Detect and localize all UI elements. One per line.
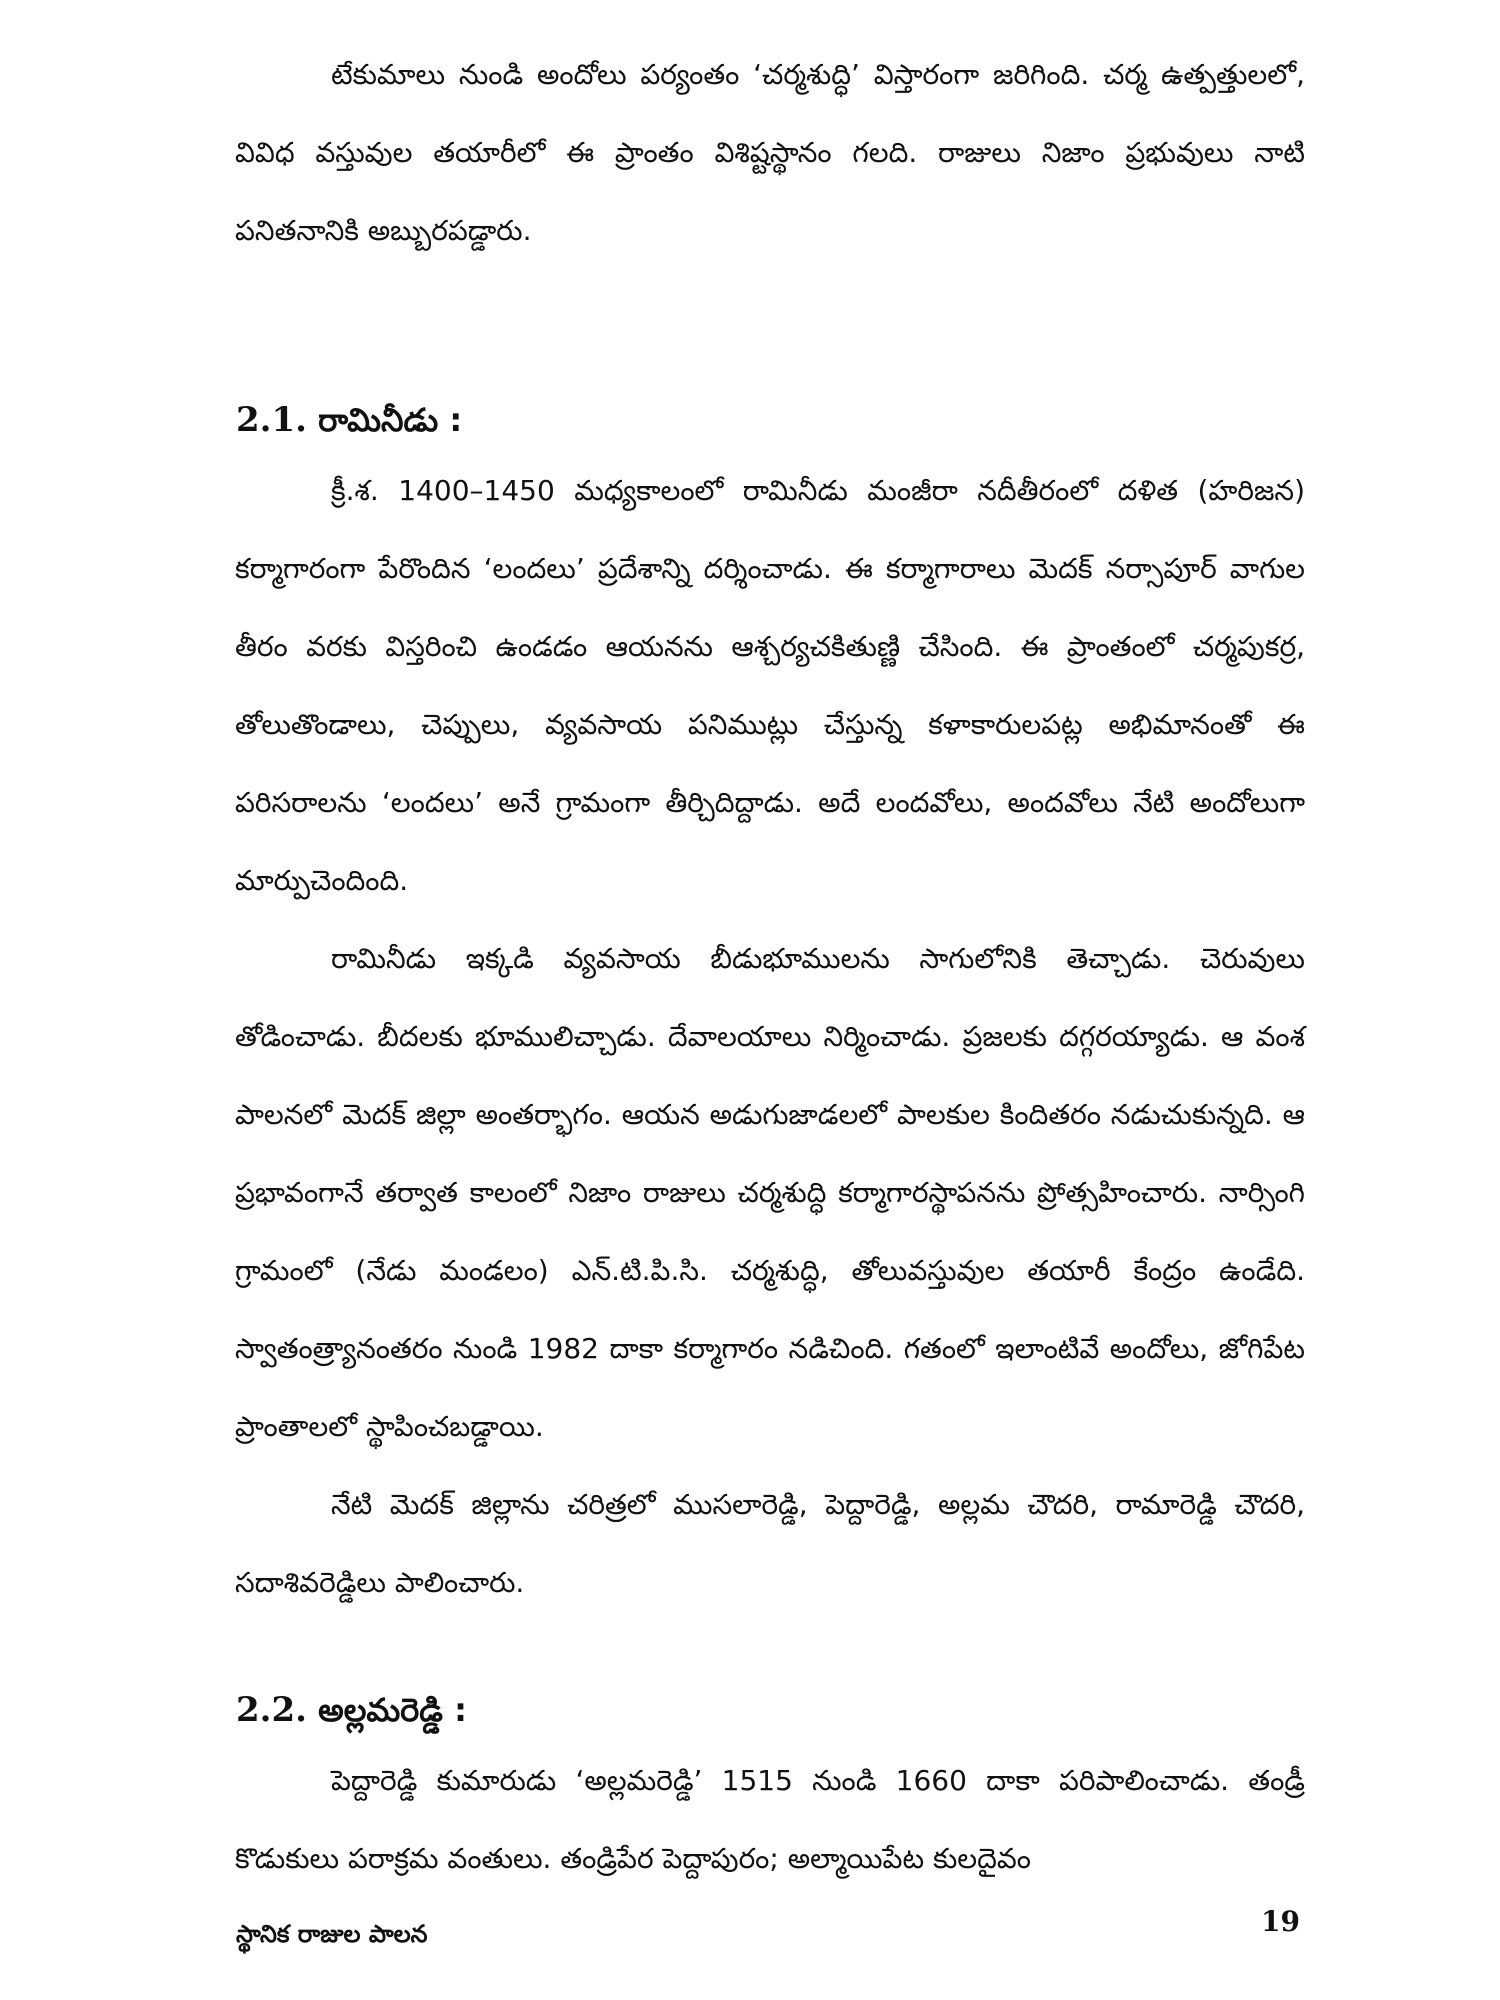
section-2-2-body [235,1742,1305,1898]
paragraph: క్రీ.శ. 1400–1450 మధ్యకాలంలో రామినీడు మంజీరా నదీతీరంలో దళిత (హరిజన) కర్మాగారంగా పేరొందిన ‘లందలు’ ప్రదేశాన్ని దర్శించాడు. ఈ కర్మాగారాలు మెదక్ నర్సాపూర్ వాగుల తీరం వరకు విస్తరించి ఉండడం ఆయనను ఆశ్చర్యచకితుణ్ణి చేసింది. ఈ ప్రాంతంలో చర్మపుకర్ర, తోలుతొండాలు, చెప్పులు, వ్యవసాయ పనిముట్లు చేస్తున్న కళాకారులపట్ల అభిమానంతో ఈ పరిసరాలను ‘లందలు’ అనే గ్రామంగా తీర్చిదిద్దాడు. అదే లందవోలు, అందవోలు నేటి అందోలుగా మార్పుచెందింది. [235,474,1305,897]
section-number: 2.1. [236,400,307,440]
paragraph: నేటి మెదక్ జిల్లాను చరిత్రలో ముసలారెడ్డి, పెద్దారెడ్డి, అల్లమ చౌదరి, రామారెడ్డి చౌదరి, సదాశివరెడ్డిలు పాలించారు. [235,1488,1305,1599]
paragraph: రామినీడు ఇక్కడి వ్యవసాయ బీడుభూములను సాగులోనికి తెచ్చాడు. చెరువులు తోడించాడు. బీదలకు భూములిచ్చాడు. దేవాలయాలు నిర్మించాడు. ప్రజలకు దగ్గరయ్యాడు. ఆ వంశ పాలనలో మెదక్ జిల్లా అంతర్భాగం. ఆయన అడుగుజాడలలో పాలకుల కిందితరం నడుచుకున్నది. ఆ ప్రభావంగానే తర్వాత కాలంలో నిజాం రాజులు చర్మశుద్ధి కర్మాగారస్థాపనను ప్రోత్సహించారు. నార్సింగి గ్రామంలో (నేడు మండలం) ఎన్.టి.పి.సి. చర్మశుద్ధి, తోలువస్తువుల తయారీ కేంద్రం ఉండేది. స్వాతంత్ర్యానంతరం నుండి 1982 దాకా కర్మాగారం నడిచింది. గతంలో ఇలాంటివే అందోలు, జోగిపేట ప్రాంతాలలో స్థాపించబడ్డాయి. [235,942,1305,1443]
intro-paragraph: టేకుమాలు నుండి అందోలు పర్యంతం ‘చర్మశుద్ధి’ విస్తారంగా జరిగింది. చర్మ ఉత్పత్తులలో, వివిధ వస్తువుల తయారీలో ఈ ప్రాంతం విశిష్టస్థానం గలది. రాజులు నిజాం ప్రభువులు నాటి పనితనానికి అబ్బురపడ్డారు. [235,58,1305,247]
section-number: 2.2. [236,1690,307,1730]
page-number: 19 [1261,1905,1300,1938]
running-footer-title: స్థానిక రాజుల పాలన [236,1920,428,1948]
section-heading-2-2 [236,1690,467,1730]
paragraph: పెద్దారెడ్డి కుమారుడు ‘అల్లమరెడ్డి’ 1515 నుండి 1660 దాకా పరిపాలించాడు. తండ్రీ కొడుకులు పరాక్రమ వంతులు. తండ్రిపేర పెద్దాపురం; అల్మాయిపేట కులదైవం [235,1764,1305,1875]
section-2-1-body [235,452,1305,1622]
intro-block [235,36,1305,270]
section-heading-2-1 [236,400,462,440]
section-title: అల్లమరెడ్డి : [318,1691,467,1729]
section-title: రామినీడు : [318,401,463,439]
